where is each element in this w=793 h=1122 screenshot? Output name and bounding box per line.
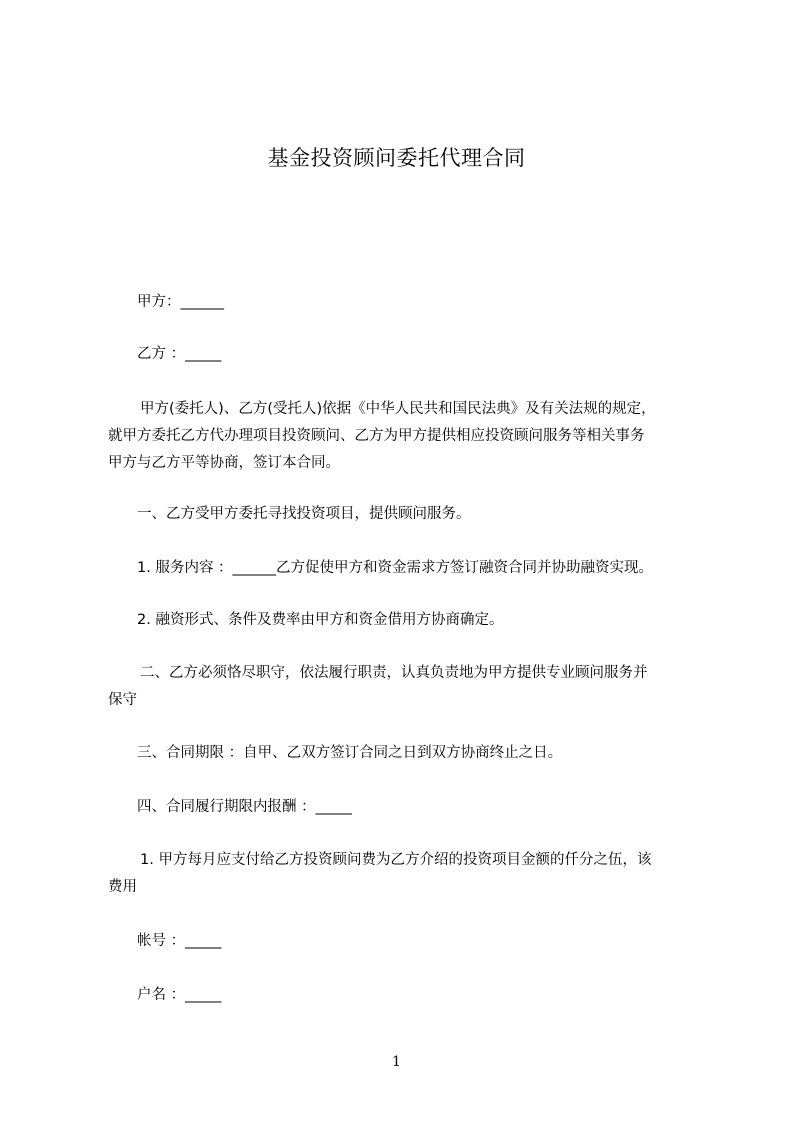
intro-line-2: 就甲方委托乙方代办理项目投资顾问、乙方为甲方提供相应投资顾问服务等相关事务 — [108, 428, 645, 444]
section-4-heading: 四、合同履行期限内报酬 ：_____ — [137, 799, 352, 815]
section-3: 三、合同期限 ：自甲、乙双方签订合同之日到双方协商终止之日。 — [137, 745, 563, 761]
section-2-line-2: 保守 — [108, 692, 137, 708]
section-1-item-2: 2. 融资形式、条件及费率由甲方和资金借用方协商确定。 — [137, 612, 504, 628]
section-1-item-1: 1. 服务内容 ：______乙方促使甲方和资金需求方签订融资合同并协助融资实现。 — [137, 560, 654, 576]
intro-line-1: 甲方(委托人)、乙方(受托人)依据《中华人民共和国民法典》及有关法规的规定， — [140, 401, 656, 417]
section-4-item-1-line-1: 1. 甲方每月应支付给乙方投资顾问费为乙方介绍的投资项目金额的仟分之伍，该 — [140, 852, 652, 868]
page-number: 1 — [392, 1054, 401, 1070]
account-number-line: 帐号 ：_____ — [137, 933, 222, 949]
party-b-line: 乙方 ：_____ — [137, 346, 222, 362]
document-title: 基金投资顾问委托代理合同 — [267, 146, 526, 170]
account-name-line: 户名 ：_____ — [137, 987, 222, 1003]
section-1-heading: 一、乙方受甲方委托寻找投资项目，提供顾问服务。 — [137, 506, 471, 522]
party-a-line: 甲方：______ — [137, 294, 224, 310]
intro-line-3: 甲方与乙方平等协商，签订本合同。 — [108, 455, 340, 471]
section-2-line-1: 二、乙方必须恪尽职守，依法履行职责，认真负责地为甲方提供专业顾问服务并 — [140, 665, 648, 681]
section-4-item-1-line-2: 费用 — [108, 879, 137, 895]
